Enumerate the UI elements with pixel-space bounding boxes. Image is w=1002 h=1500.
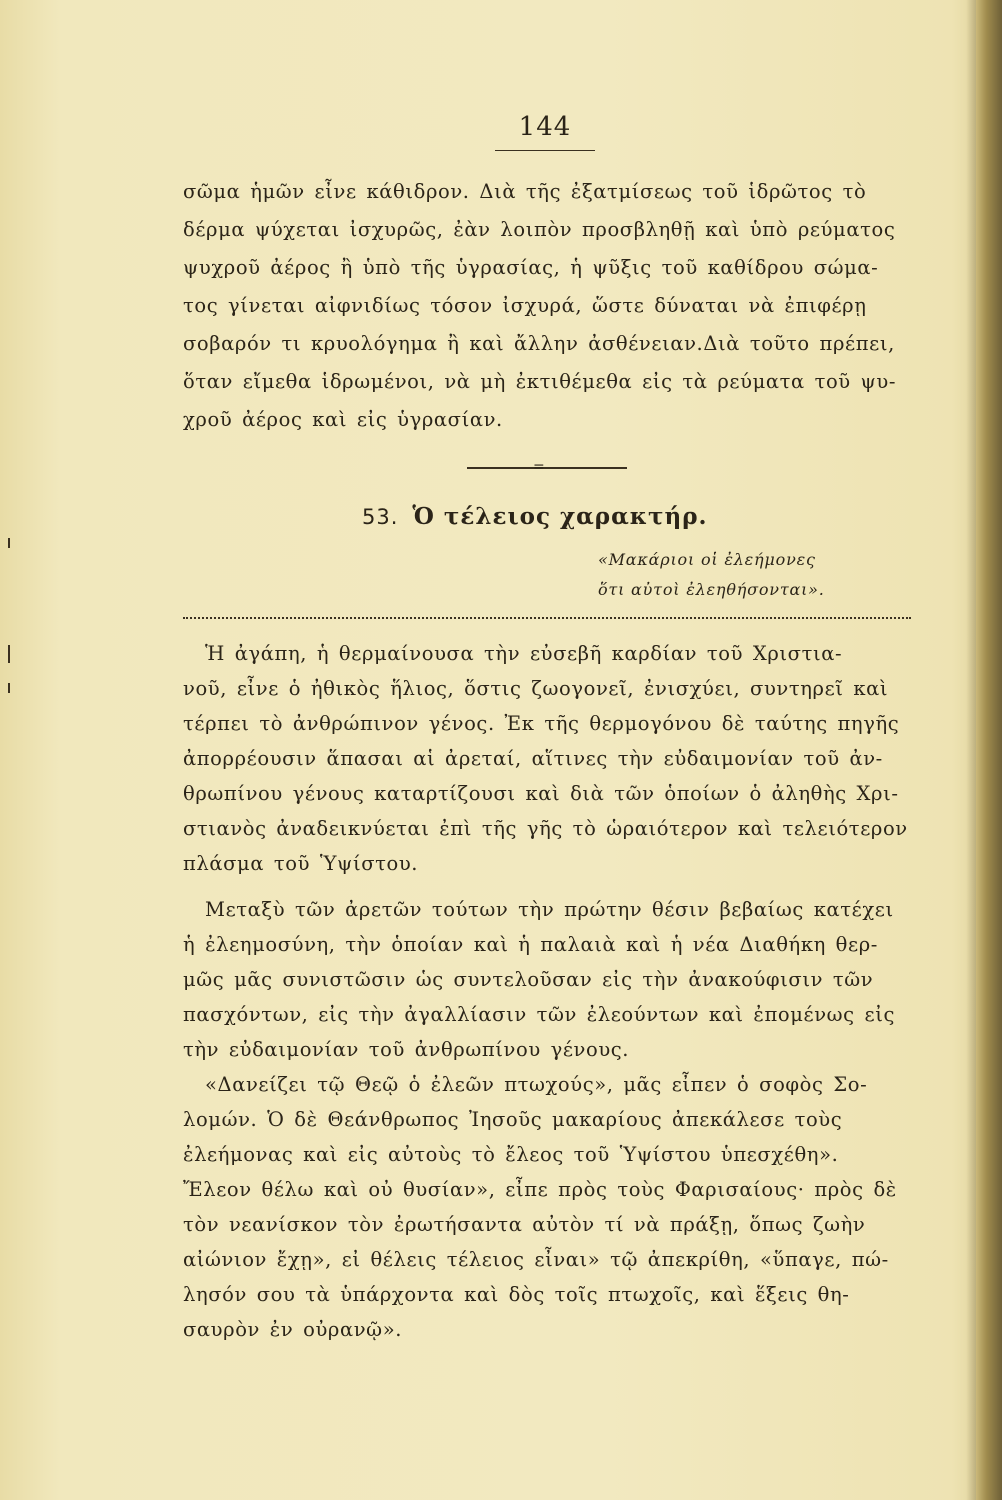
text-line: ψυχροῦ ἀέρος ἢ ὑπὸ τῆς ὑγρασίας, ἡ ψῦξις τοῦ καθίδρου σώμα-	[183, 256, 879, 279]
text-line: σῶμα ἡμῶν εἶνε κάθιδρον. Διὰ τῆς ἐξατμίσεως τοῦ ἱδρῶτος τὸ	[183, 180, 867, 203]
text-line: δέρμα ψύχεται ἰσχυρῶς, ἐὰν λοιπὸν προσβληθῇ καὶ ὑπὸ ρεύματος	[183, 218, 896, 241]
margin-mark	[8, 683, 10, 693]
book-spine	[976, 0, 1002, 1500]
dotted-separator	[183, 617, 911, 619]
text-line: ἀπορρέουσιν ἅπασαι αἱ ἀρεταί, αἵτινες τὴν εὐδαιμονίαν τοῦ ἀν-	[183, 747, 883, 770]
epigraph-line: «Μακάριοι οἱ ἐλεήμονες	[598, 550, 816, 569]
text-line: λομών. Ὁ δὲ Θεάνθρωπος Ἰησοῦς μακαρίους ἀπεκάλεσε τοὺς	[183, 1108, 843, 1131]
text-line: σοβαρόν τι κρυολόγημα ἢ καὶ ἄλλην ἀσθένειαν.Διὰ τοῦτο πρέπει,	[183, 332, 895, 355]
section-divider-ornament: =	[533, 459, 545, 475]
page-number: 144	[518, 112, 572, 142]
text-line: χροῦ ἀέρος καὶ εἰς ὑγρασίαν.	[183, 408, 503, 431]
text-line: λησόν σου τὰ ὑπάρχοντα καὶ δὸς τοῖς πτωχοῖς, καὶ ἕξεις θη-	[183, 1283, 850, 1306]
text-line: στιανὸς ἀναδεικνύεται ἐπὶ τῆς γῆς τὸ ὡραιότερον καὶ τελειότερον	[183, 817, 908, 840]
text-line: «Δανείζει τῷ Θεῷ ὁ ἐλεῶν πτωχούς», μᾶς εἶπεν ὁ σοφὸς Σο-	[205, 1073, 868, 1096]
text-line: Μεταξὺ τῶν ἀρετῶν τούτων τὴν πρώτην θέσιν βεβαίως κατέχει	[205, 898, 894, 921]
text-line: ἡ ἐλεημοσύνη, τὴν ὁποίαν καὶ ἡ παλαιὰ καὶ ἡ νέα Διαθήκη θερ-	[183, 933, 878, 956]
epigraph-line: ὅτι αὐτοὶ ἐλεηθήσονται».	[598, 580, 825, 599]
text-line: αἰώνιον ἔχῃ», εἰ θέλεις τέλειος εἶναι» τῷ ἀπεκρίθη, «ὕπαγε, πώ-	[183, 1248, 889, 1271]
text-line: σαυρὸν ἐν οὐρανῷ».	[183, 1318, 403, 1341]
section-title: Ὁ τέλειος χαρακτήρ.	[412, 503, 708, 530]
margin-mark	[8, 645, 10, 663]
text-line: τὸν νεανίσκον τὸν ἐρωτήσαντα αὐτὸν τί νὰ πράξῃ, ὅπως ζωὴν	[183, 1213, 866, 1236]
text-line: τέρπει τὸ ἀνθρώπινον γένος. Ἐκ τῆς θερμογόνου δὲ ταύτης πηγῆς	[183, 712, 900, 735]
section-number: 53.	[362, 505, 399, 529]
page-number-underline	[495, 150, 595, 151]
text-line: τος γίνεται αἰφνιδίως τόσον ἰσχυρά, ὥστε δύναται νὰ ἐπιφέρῃ	[183, 294, 867, 317]
text-line: τὴν εὐδαιμονίαν τοῦ ἀνθρωπίνου γένους.	[183, 1038, 630, 1061]
margin-mark	[8, 538, 10, 548]
text-line: Ἡ ἀγάπη, ἡ θερμαίνουσα τὴν εὐσεβῆ καρδίαν τοῦ Χριστια-	[205, 642, 843, 665]
text-line: πασχόντων, εἰς τὴν ἀγαλλίασιν τῶν ἐλεούντων καὶ ἐπομένως εἰς	[183, 1003, 895, 1026]
section-divider	[467, 467, 627, 469]
text-line: ἐλεήμονας καὶ εἰς αὐτοὺς τὸ ἔλεος τοῦ Ὑψίστου ὑπεσχέθη».	[183, 1143, 839, 1166]
text-line: νοῦ, εἶνε ὁ ἠθικὸς ἥλιος, ὅστις ζωογονεῖ, ἐνισχύει, συντηρεῖ καὶ	[183, 677, 889, 700]
text-line: μῶς μᾶς συνιστῶσιν ὡς συντελοῦσαν εἰς τὴν ἀνακούφισιν τῶν	[183, 968, 874, 991]
text-line: πλάσμα τοῦ Ὑψίστου.	[183, 852, 419, 875]
section-heading	[362, 503, 708, 530]
text-line: ὅταν εἴμεθα ἱδρωμένοι, νὰ μὴ ἐκτιθέμεθα εἰς τὰ ρεύματα τοῦ ψυ-	[183, 370, 897, 393]
text-line: θρωπίνου γένους καταρτίζουσι καὶ διὰ τῶν ὁποίων ὁ ἀληθὴς Χρι-	[183, 782, 899, 805]
text-line: Ἔλεον θέλω καὶ οὐ θυσίαν», εἶπε πρὸς τοὺς Φαρισαίους· πρὸς δὲ	[183, 1178, 897, 1201]
page-gutter-shadow	[966, 0, 976, 1500]
